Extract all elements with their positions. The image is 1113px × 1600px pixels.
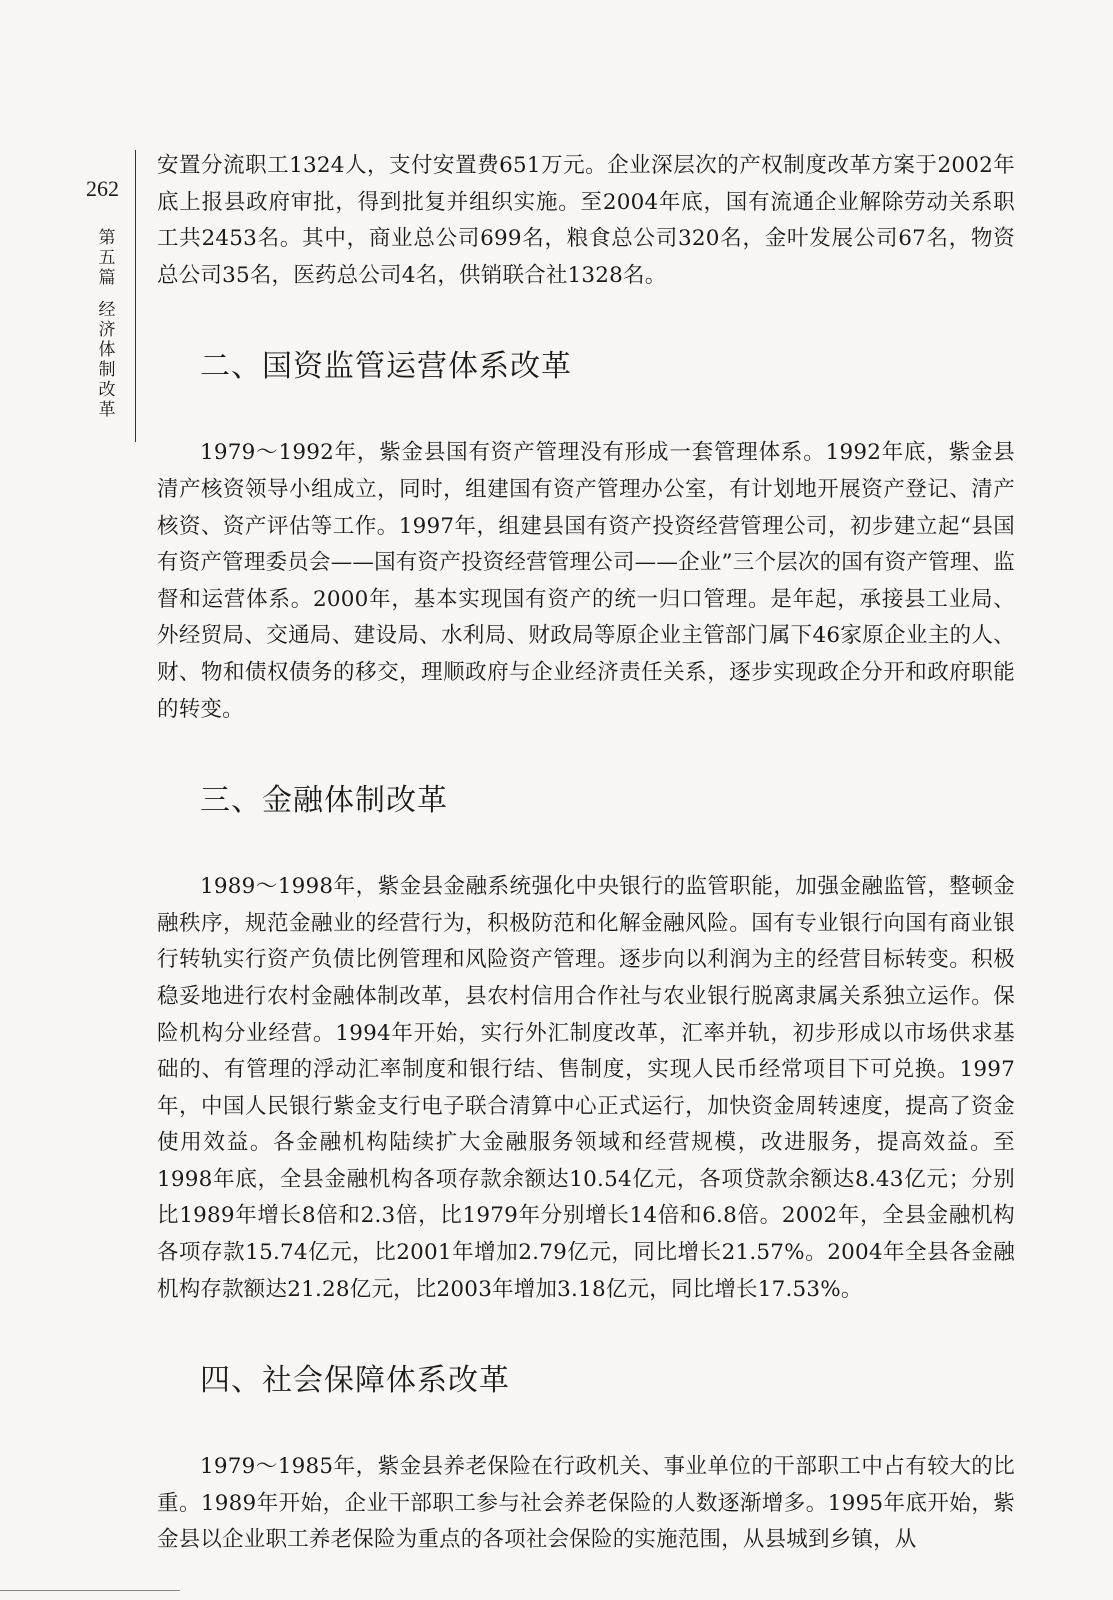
title-char: 制 bbox=[98, 360, 116, 380]
title-char: 革 bbox=[98, 400, 116, 420]
footer-rule bbox=[0, 1590, 180, 1591]
section-label bbox=[96, 228, 118, 420]
body-text bbox=[157, 148, 1015, 1559]
title-char: 改 bbox=[98, 380, 116, 400]
part-char: 第 bbox=[98, 228, 116, 248]
part-char: 篇 bbox=[98, 268, 116, 288]
section-heading: 四、社会保障体系改革 bbox=[200, 1363, 510, 1399]
paragraph: 1979～1985年，紫金县养老保险在行政机关、事业单位的干部职工中占有较大的比重。1989年开始，企业干部职工参与社会养老保险的人数逐渐增多。1995年底开始，紫金县以企业职工养老保险为重点的各项社会保险的实施范围，从县城到乡镇，从 bbox=[157, 1454, 1015, 1553]
title-char: 经 bbox=[98, 300, 116, 320]
paragraph: 1979～1992年，紫金县国有资产管理没有形成一套管理体系。1992年底，紫金县清产核资领导小组成立，同时，组建国有资产管理办公室，有计划地开展资产登记、清产核资、资产评估等工作。1997年，组建县国有资产投资经营管理公司，初步建立起“县国有资产管理委员会——国有资产投资经营管理公司——企业”三个层次的国有资产管理、监督和运营体系。2000年，基本实现国有资产的统一归口管理。是年起，承接县工业局、外经贸局、交通局、建设局、水利局、财政局等原企业主管部门属下46家原企业主的人、财、物和债权债务的移交，理顺政府与企业经济责任关系，逐步实现政企分开和政府职能的转变。 bbox=[157, 440, 1015, 722]
part-char: 五 bbox=[98, 248, 116, 268]
paragraph: 安置分流职工1324人，支付安置费651万元。企业深层次的产权制度改革方案于2002年底上报县政府审批，得到批复并组织实施。至2004年底，国有流通企业解除劳动关系职工共2453名。其中，商业总公司699名，粮食总公司320名，金叶发展公司67名，物资总公司35名，医药总公司4名，供销联合社1328名。 bbox=[157, 153, 1015, 288]
paragraph: 1989～1998年，紫金县金融系统强化中央银行的监管职能，加强金融监管，整顿金融秩序，规范金融业的经营行为，积极防范和化解金融风险。国有专业银行向国有商业银行转轨实行资产负债比例管理和风险资产管理。逐步向以利润为主的经营目标转变。积极稳妥地进行农村金融体制改革，县农村信用合作社与农业银行脱离隶属关系独立运作。保险机构分业经营。1994年开始，实行外汇制度改革，汇率并轨，初步形成以市场供求基础的、有管理的浮动汇率制度和银行结、售制度，实现人民币经常项目下可兑换。1997年，中国人民银行紫金支行电子联合清算中心正式运行，加快资金周转速度，提高了资金使用效益。各金融机构陆续扩大金融服务领域和经营规模，改进服务，提高效益。至1998年底，全县金融机构各项存款余额达10.54亿元，各项贷款余额达8.43亿元；分别比1989年增长8倍和2.3倍，比1979年分别增长14倍和6.8倍。2002年，全县金融机构各项存款15.74亿元，比2001年增加2.79亿元，同比增长21.57%。2004年全县各金融机构存款额达21.28亿元，比2003年增加3.18亿元，同比增长17.53%。 bbox=[157, 874, 1015, 1302]
page-number: 262 bbox=[86, 176, 119, 201]
margin-rule bbox=[135, 150, 136, 442]
title-char: 济 bbox=[98, 320, 116, 340]
section-heading: 三、金融体制改革 bbox=[200, 783, 448, 819]
section-heading: 二、国资监管运营体系改革 bbox=[200, 349, 572, 385]
title-char: 体 bbox=[98, 340, 116, 360]
